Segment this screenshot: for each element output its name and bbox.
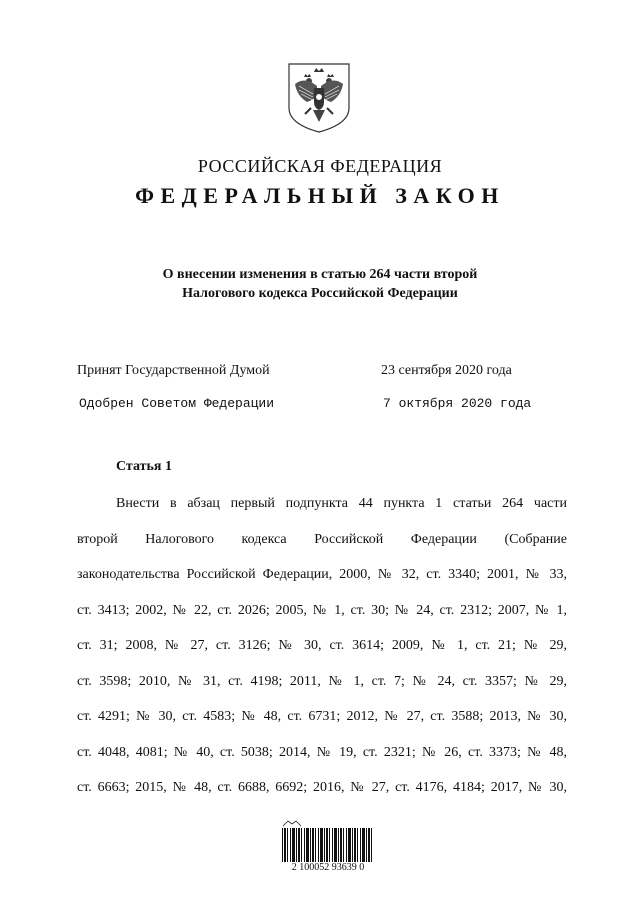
article-line: ст. 4291; № 30, ст. 4583; № 48, ст. 6731; 2012, № 27, ст. 3588; 2013, № 30, [77,709,567,724]
article-heading: Статья 1 [116,459,172,474]
document-type: ФЕДЕРАЛЬНЫЙ ЗАКОН [135,183,505,208]
article-line: законодательства Российской Федерации, 2000, № 32, ст. 3340; 2001, № 33, [77,567,567,582]
barcode-mark-icon [282,820,374,828]
duma-adoption-date: 23 сентября 2020 года [381,363,512,378]
article-line: Внести в абзац первый подпункта 44 пункта 1 статьи 264 части [116,496,567,511]
council-approval-date: 7 октября 2020 года [383,396,532,411]
article-line: второй Налогового кодекса Российской Федерации (Собрание [77,531,567,547]
law-title-line: О внесении изменения в статью 264 части второй [162,267,478,282]
law-title-line: Налогового кодекса Российской Федерации [182,286,458,301]
article-line: ст. 3413; 2002, № 22, ст. 2026; 2005, № 1, ст. 30; № 24, ст. 2312; 2007, № 1, [77,602,567,618]
article-line: ст. 6663; 2015, № 48, ст. 6688, 6692; 2016, № 27, ст. 4176, 4184; 2017, № 30, [77,780,567,795]
barcode-number: 2 100052 93639 0 [291,862,365,873]
country-name: РОССИЙСКАЯ ФЕДЕРАЦИЯ [197,156,443,176]
article-body [77,486,567,806]
law-title [0,265,640,303]
duma-adoption-label: Принят Государственной Думой [77,363,270,378]
barcode-bars [282,828,374,862]
coat-of-arms-icon [287,62,351,134]
article-line: ст. 4048, 4081; № 40, ст. 5038; 2014, № 19, ст. 2321; № 26, ст. 3373; № 48, [77,744,567,760]
barcode [282,820,374,874]
article-line: ст. 31; 2008, № 27, ст. 3126; № 30, ст. 3614; 2009, № 1, ст. 21; № 29, [77,638,567,653]
council-approval-label: Одобрен Советом Федерации [79,396,275,411]
article-line: ст. 3598; 2010, № 31, ст. 4198; 2011, № 1, ст. 7; № 24, ст. 3357; № 29, [77,673,567,689]
